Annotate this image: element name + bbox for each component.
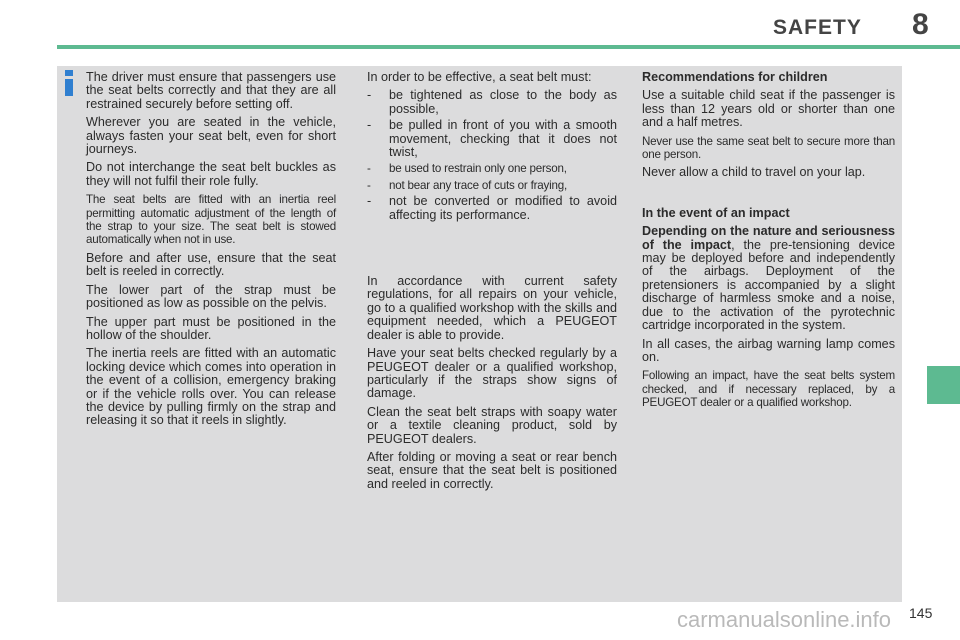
page-number: 145 [909, 605, 933, 621]
paragraph: The seat belts are fitted with an inertia reel permitting automatic adjustment of the length of the strap to your size. The seat belt is stowed automatically when not in use. [86, 193, 336, 247]
impact-heading: In the event of an impact [642, 205, 790, 220]
list-item: - be used to restrain only one person, [367, 162, 567, 176]
list-item: - not be converted or modified to avoid affecting its performance. [367, 194, 617, 222]
list-item: - not bear any trace of cuts or fraying, [367, 178, 567, 192]
paragraph: The inertia reels are fitted with an automatic locking device which comes into operation in the event of a collision, emergency braking or if the vehicle rolls over. You can release the device by pulling firmly on the strap and releasing it so that it reels in slightly. [86, 346, 336, 428]
list-item: - be pulled in front of you with a smooth movement, checking that it does not twist, [367, 118, 617, 160]
paragraph: The upper part must be positioned in the hollow of the shoulder. [86, 314, 336, 342]
watermark: carmanualsonline.info [677, 607, 892, 632]
paragraph: Before and after use, ensure that the seat belt is reeled in correctly. [86, 250, 336, 279]
spacer [367, 227, 617, 275]
paragraph: Clean the seat belt straps with soapy water or a textile cleaning product, sold by PEUGEOT dealers. [367, 404, 617, 446]
spacer [642, 185, 895, 207]
paragraph [642, 225, 895, 332]
list-item-text: be used to restrain only one person, [389, 162, 567, 176]
impact-text: , the pre-tensioning device may be deployed before and independently of the airbags. Deployment of the pretensioners is accompanied by a slight discharge of harmless smoke and a noise, due to the activation of the pyrotechnic cartridge incorporated in the system. [642, 237, 896, 333]
paragraph: Following an impact, have the seat belts system checked, and if necessary replaced, by a PEUGEOT dealer or a qualified workshop. [642, 369, 895, 410]
paragraph: Do not interchange the seat belt buckles as they will not fulfil their role fully. [86, 160, 336, 188]
requirements-list [367, 89, 617, 222]
list-item: - be tightened as close to the body as possible, [367, 88, 617, 116]
section-title: SAFETY [773, 16, 862, 39]
list-item-text: be tightened as close to the body as possible, [389, 88, 617, 116]
paragraph: Never allow a child to travel on your lap. [642, 165, 866, 180]
column-seat-belt-requirements [367, 71, 617, 496]
paragraph: Never use the same seat belt to secure more than one person. [642, 134, 895, 162]
impact-bold-text: Depending on the nature and seriousness of the impact [642, 224, 895, 252]
children-heading: Recommendations for children [642, 70, 828, 84]
chapter-tab [927, 366, 960, 404]
paragraph: The lower part of the strap must be positioned as low as possible on the pelvis. [86, 282, 336, 311]
header-divider [57, 45, 960, 49]
paragraph: Have your seat belts checked regularly by a PEUGEOT dealer or a qualified workshop, particularly if the straps show signs of damage. [367, 346, 617, 401]
paragraph: After folding or moving a seat or rear bench seat, ensure that the seat belt is positioned and reeled in correctly. [367, 449, 617, 491]
list-item-text: not be converted or modified to avoid affecting its performance. [389, 194, 617, 222]
list-item-text: be pulled in front of you with a smooth movement, checking that it does not twist, [389, 118, 617, 160]
info-icon-dot [65, 70, 73, 76]
list-item-text: not bear any trace of cuts or fraying, [389, 178, 567, 192]
paragraph: In order to be effective, a seat belt must: [367, 70, 592, 84]
paragraph: In all cases, the airbag warning lamp comes on. [642, 336, 895, 364]
paragraph: In accordance with current safety regulations, for all repairs on your vehicle, go to a qualified workshop with the skills and equipment needed, which a PEUGEOT dealer is able to provide. [367, 274, 617, 342]
paragraph: The driver must ensure that passengers use the seat belts correctly and that they are all restrained securely before setting off. [86, 70, 336, 111]
paragraph: Use a suitable child seat if the passenger is less than 12 years old or shorter than one and a half metres. [642, 88, 895, 130]
chapter-number: 8 [912, 8, 929, 41]
info-icon [63, 70, 77, 96]
column-children-and-impact [642, 71, 895, 415]
column-seat-belt-usage [86, 71, 336, 433]
info-icon-bar [65, 79, 73, 96]
paragraph: Wherever you are seated in the vehicle, always fasten your seat belt, even for short journeys. [86, 115, 336, 157]
